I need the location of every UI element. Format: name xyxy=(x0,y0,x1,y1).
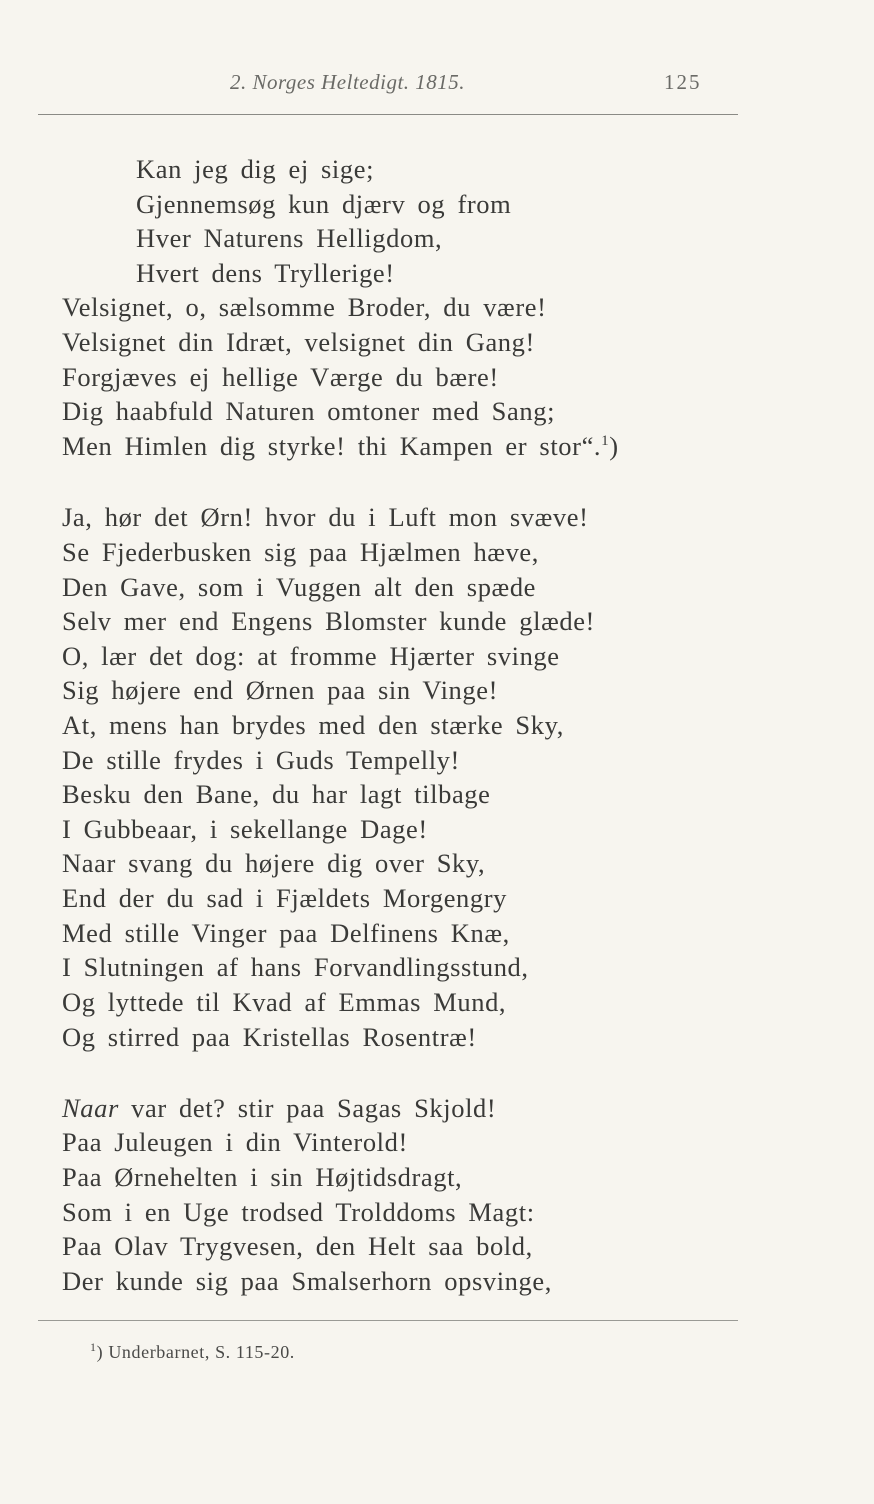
verse-line: Se Fjederbusken sig paa Hjælmen hæve, xyxy=(62,537,540,567)
footnote-rule xyxy=(38,1320,738,1321)
verse-line: Men Himlen dig styrke! thi Kampen er stor“.$^1$) xyxy=(62,431,619,461)
verse-line: At, mens han brydes med den stærke Sky, xyxy=(62,710,564,740)
emphasis: Naar xyxy=(62,1093,119,1123)
footnote-text: Underbarnet, S. 115-20. xyxy=(103,1342,295,1362)
verse-line: Og stirred paa Kristellas Rosentræ! xyxy=(62,1022,477,1052)
verse-line: Paa Juleugen i din Vinterold! xyxy=(62,1127,408,1157)
verse-line: Som i en Uge trodsed Trolddoms Magt: xyxy=(62,1197,535,1227)
verse-line: O, lær det dog: at fromme Hjærter svinge xyxy=(62,641,560,671)
verse-line: Selv mer end Engens Blomster kunde glæde! xyxy=(62,606,595,636)
footnote-ref: 1 xyxy=(601,433,610,450)
verse-line: Paa Ørnehelten i sin Højtidsdragt, xyxy=(62,1162,463,1192)
verse-line: End der du sad i Fjældets Morgengry xyxy=(62,883,508,913)
verse-line: Der kunde sig paa Smalserhorn opsvinge, xyxy=(62,1266,552,1296)
verse-line: Besku den Bane, du har lagt tilbage xyxy=(62,779,491,809)
verse-line: Sig højere end Ørnen paa sin Vinge! xyxy=(62,675,499,705)
verse-line: Hvert dens Tryllerige! xyxy=(136,258,395,288)
verse-line: Med stille Vinger paa Delfinens Knæ, xyxy=(62,918,510,948)
verse-line: Ja, hør det Ørn! hvor du i Luft mon svæve! xyxy=(62,502,589,532)
verse-line: I Slutningen af hans Forvandlingsstund, xyxy=(62,952,529,982)
running-title: 2. Norges Heltedigt. 1815. xyxy=(230,70,466,94)
verse-line: De stille frydes i Guds Tempelly! xyxy=(62,745,460,775)
verse-line: Naar var det? stir paa Sagas Skjold! xyxy=(62,1093,497,1123)
verse-line: Gjennemsøg kun djærv og from xyxy=(136,189,512,219)
verse-line: Dig haabfuld Naturen omtoner med Sang; xyxy=(62,396,556,426)
verse-line: Og lyttede til Kvad af Emmas Mund, xyxy=(62,987,507,1017)
page-number: 125 xyxy=(664,70,702,94)
footnote-marker: 1 xyxy=(90,1340,97,1354)
verse-line: Hver Naturens Helligdom, xyxy=(136,223,443,253)
verse-line: Velsignet, o, sælsomme Broder, du være! xyxy=(62,292,547,322)
verse-line: Den Gave, som i Vuggen alt den spæde xyxy=(62,572,537,602)
verse-line: Naar svang du højere dig over Sky, xyxy=(62,848,486,878)
verse-line: I Gubbeaar, i sekellange Dage! xyxy=(62,814,428,844)
verse-line: Kan jeg dig ej sige; xyxy=(136,154,375,184)
verse-line: Forgjæves ej hellige Værge du bære! xyxy=(62,362,499,392)
verse-line: Paa Olav Trygvesen, den Helt saa bold, xyxy=(62,1231,533,1261)
footnote: $^1$) Underbarnet, S. 115-20. xyxy=(90,1340,295,1362)
verse-line: Velsignet din Idræt, velsignet din Gang! xyxy=(62,327,535,357)
